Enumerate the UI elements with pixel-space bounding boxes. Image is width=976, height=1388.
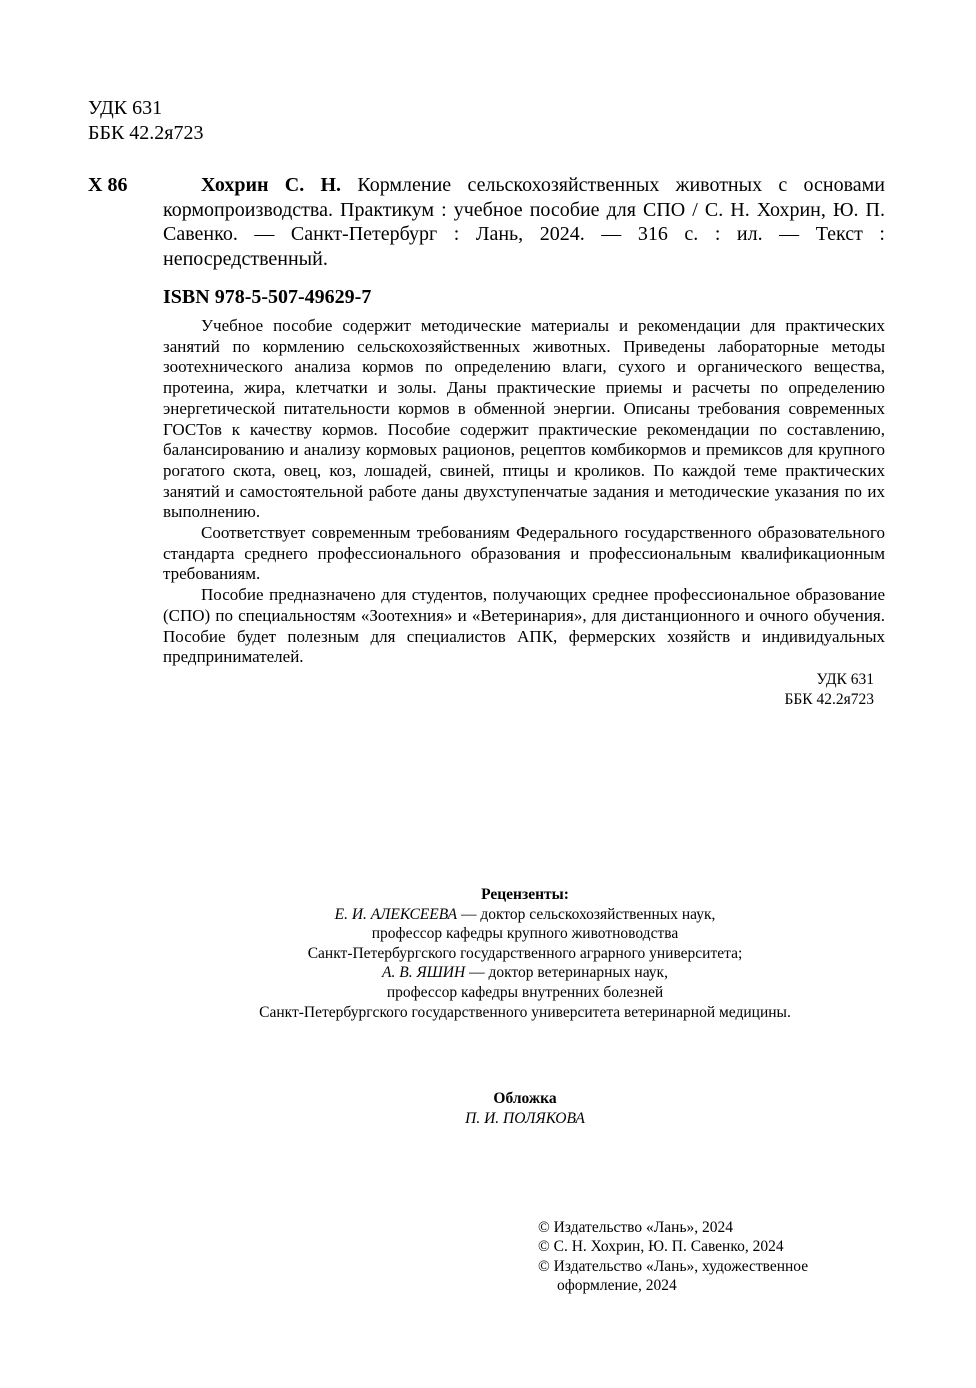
annotation [163,316,885,668]
author-mark: Х 86 [88,174,128,196]
reviewer-2-degree: — доктор ветеринарных наук, [465,964,668,982]
copyright-block [538,1218,848,1295]
reviewers-block [160,885,890,1022]
copyright-line-3: © Издательство «Лань», художественное [538,1257,809,1275]
bbk-code: ББК 42.2я723 [88,122,204,144]
reviewer-2-affiliation: Санкт-Петербургского государственного университета ветеринарной медицины. [259,1003,791,1021]
udk-code: УДК 631 [88,97,163,119]
copyright-line-2: © С. Н. Хохрин, Ю. П. Савенко, 2024 [538,1238,784,1256]
cover-designer: П. И. ПОЛЯКОВА [465,1110,585,1127]
bibliographic-description [163,173,885,271]
cover-credit [360,1089,690,1129]
reviewer-2-name: А. В. ЯШИН [382,964,466,982]
annotation-paragraph-2: Соответствует современным требованиям Федерального государственного образовательного стандарта среднего профессионального образования и профессиональным квалификационным требованиям. [163,523,885,584]
biblio-text [163,173,885,271]
classification-codes-right [700,670,874,710]
copyright-line-1: © Издательство «Лань», 2024 [538,1219,734,1236]
top-classification-codes [88,96,204,146]
annotation-paragraph-1: Учебное пособие содержит методические материалы и рекомендации для практических занятий по кормлению сельскохозяйственных животных. Приведены лабораторные методы зоотехнического анализа кормов по определению влаги, сухого и органического вещества, протеина, жира, клетчатки и золы. Даны практические приемы и расчеты по определению энергетической питательности кормов в обменной энергии. Описаны требования современных ГОСТов к качеству кормов. Пособие содержит практические рекомендации по составлению, балансированию и анализу кормовых рационов, рецептов комбикормов и премиксов для крупного рогатого скота, овец, коз, лошадей, свиней, птицы и кроликов. По каждой теме практических занятий и самостоятельной работе даны двухступенчатые задания и методические указания по их выполнению. [163,316,885,522]
reviewer-1-affiliation: Санкт-Петербургского государственного аграрного университета; [307,944,743,962]
reviewer-1-name: Е. И. АЛЕКСЕЕВА [334,905,458,923]
reviewer-1-degree: — доктор сельскохозяйственных наук, [457,905,716,923]
reviewer-2-line-1 [160,963,890,983]
reviewer-2-position: профессор кафедры внутренних болезней [386,983,664,1001]
udk-code-right: УДК 631 [816,671,874,688]
bbk-code-right: ББК 42.2я723 [784,691,874,708]
reviewer-1-line-1 [160,905,890,925]
isbn: ISBN 978-5-507-49629-7 [163,286,372,308]
reviewers-heading: Рецензенты: [481,886,569,903]
cover-heading: Обложка [493,1090,557,1107]
biblio-description: Кормление сельскохозяйственных животных с основами кормопроизводства. Практикум : учебное пособие для СПО / С. Н. Хохрин, Ю. П. Савенко. — Санкт-Петербург : Лань, 2024. — 316 с. : ил. — Текст : непосредственный. [163,174,885,270]
biblio-author: Хохрин С. Н. [201,174,342,196]
copyright-line-4: оформление, 2024 [557,1276,677,1294]
reviewer-1-position: профессор кафедры крупного животноводства [371,925,679,943]
annotation-paragraph-3: Пособие предназначено для студентов, получающих среднее профессиональное образование (СПО) по специальностям «Зоотехния» и «Ветеринария», для дистанционного и очного обучения. Пособие будет полезным для специалистов АПК, фермерских хозяйств и индивидуальных предпринимателей. [163,585,885,667]
